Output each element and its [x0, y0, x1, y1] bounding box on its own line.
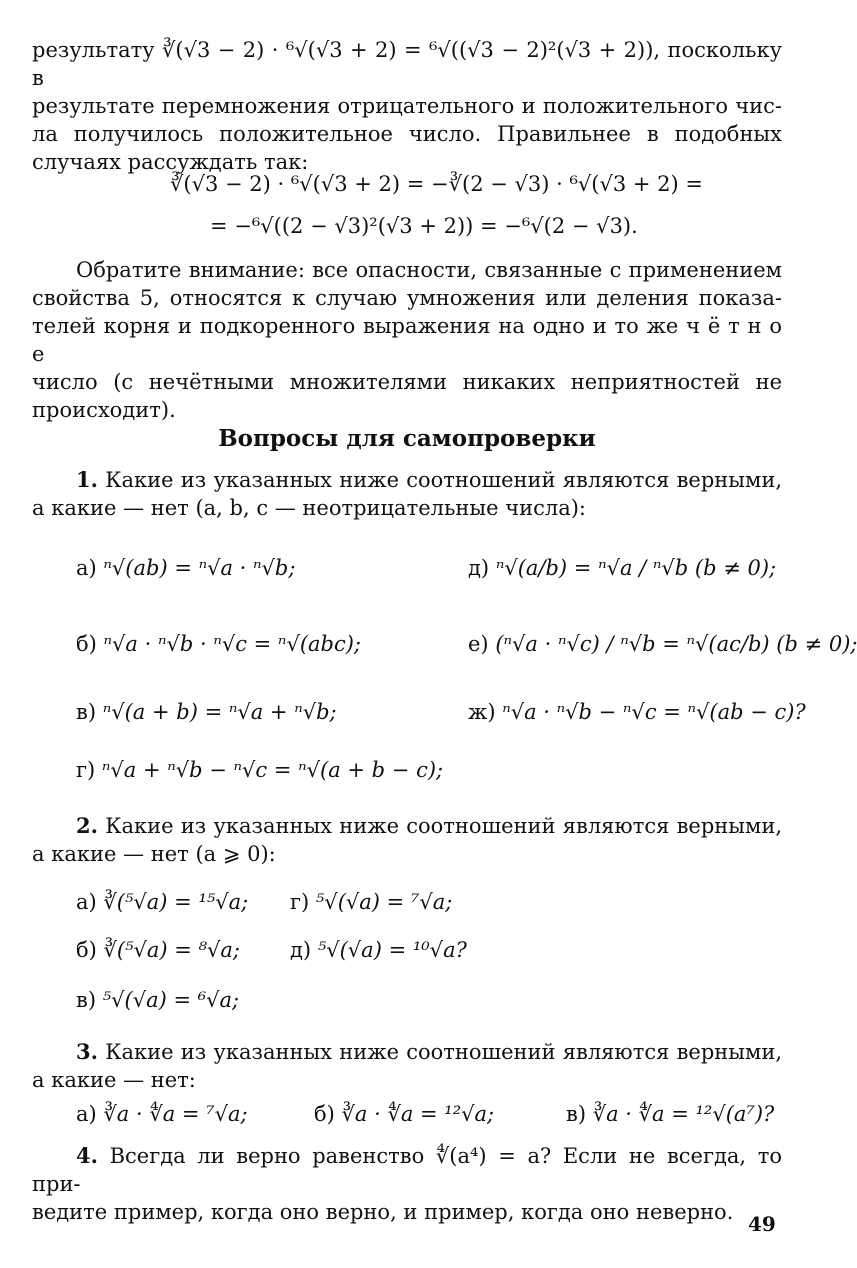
section-heading: Вопросы для самопроверки — [218, 425, 596, 452]
question-3-text — [32, 1038, 782, 1094]
intro-line-1: результату ∛(√3 − 2) · ⁶√(√3 + 2) = ⁶√((√3 − 2)²(√3 + 2)), поскольку в — [32, 38, 782, 90]
q4-line-1: 4. Всегда ли верно равенство ∜(a⁴) = a? Если не всегда, то при- — [32, 1143, 782, 1196]
note-line-2: свойства 5, относятся к случаю умножения или деления показа- — [32, 286, 782, 310]
q3-line-2: а какие — нет: — [32, 1068, 196, 1092]
q3-item-b: б) ∛a · ∜a = ¹²√a; — [314, 1102, 495, 1126]
q1-item-a: а) ⁿ√(ab) = ⁿ√a · ⁿ√b; — [76, 556, 296, 580]
q1-item-zh: ж) ⁿ√a · ⁿ√b − ⁿ√c = ⁿ√(ab − c)? — [468, 700, 806, 724]
question-4-text — [32, 1142, 782, 1226]
q2-line-1: 2. Какие из указанных ниже соотношений являются верными, — [76, 813, 782, 838]
intro-line-2: результате перемножения отрицательного и положительного чис- — [32, 94, 782, 118]
q3-item-a: а) ∛a · ∜a = ⁷√a; — [76, 1102, 248, 1126]
q3-line-1: 3. Какие из указанных ниже соотношений являются верными, — [76, 1039, 782, 1064]
q2-item-g: г) ⁵√(√a) = ⁷√a; — [290, 890, 453, 914]
page-number: 49 — [748, 1212, 776, 1236]
equation-line-1: ∛(√3 − 2) · ⁶√(√3 + 2) = −∛(2 − √3) · ⁶√(√3 + 2) = — [170, 172, 703, 196]
question-1-text — [32, 466, 782, 522]
note-line-3: телей корня и подкоренного выражения на одно и то же ч ё т н о е — [32, 314, 782, 366]
q4-line-2: ведите пример, когда оно верно, и пример, когда оно неверно. — [32, 1200, 734, 1224]
q1-line-2: а какие — нет (a, b, c — неотрицательные числа): — [32, 496, 586, 520]
intro-line-4: случаях рассуждать так: — [32, 150, 309, 174]
q2-item-d: д) ⁵√(√a) = ¹⁰√a? — [290, 938, 467, 962]
note-paragraph — [32, 256, 782, 424]
q3-item-v: в) ∛a · ∜a = ¹²√(a⁷)? — [566, 1102, 775, 1126]
q1-line-1: 1. Какие из указанных ниже соотношений являются верными, — [76, 467, 782, 492]
q2-item-b: б) ∛(⁵√a) = ⁸√a; — [76, 938, 240, 962]
q2-item-a: а) ∛(⁵√a) = ¹⁵√a; — [76, 890, 249, 914]
intro-paragraph — [32, 36, 782, 176]
note-line-5: происходит). — [32, 398, 176, 422]
q1-item-g: г) ⁿ√a + ⁿ√b − ⁿ√c = ⁿ√(a + b − c); — [76, 758, 444, 782]
q1-item-v: в) ⁿ√(a + b) = ⁿ√a + ⁿ√b; — [76, 700, 337, 724]
equation-line-2: = −⁶√((2 − √3)²(√3 + 2)) = −⁶√(2 − √3). — [210, 214, 638, 238]
question-2-text — [32, 812, 782, 868]
q2-line-2: а какие — нет (a ⩾ 0): — [32, 842, 276, 866]
note-line-4: число (с нечётными множителями никаких неприятностей не — [32, 370, 782, 394]
q1-item-e: е) (ⁿ√a · ⁿ√c) / ⁿ√b = ⁿ√(ac/b) (b ≠ 0); — [468, 632, 857, 656]
intro-line-3: ла получилось положительное число. Правильнее в подобных — [32, 122, 782, 146]
note-line-1: Обратите внимание: все опасности, связанные с применением — [76, 258, 782, 282]
q2-item-v: в) ⁵√(√a) = ⁶√a; — [76, 988, 240, 1012]
q1-item-d: д) ⁿ√(a/b) = ⁿ√a / ⁿ√b (b ≠ 0); — [468, 556, 777, 580]
q1-item-b: б) ⁿ√a · ⁿ√b · ⁿ√c = ⁿ√(abc); — [76, 632, 362, 656]
